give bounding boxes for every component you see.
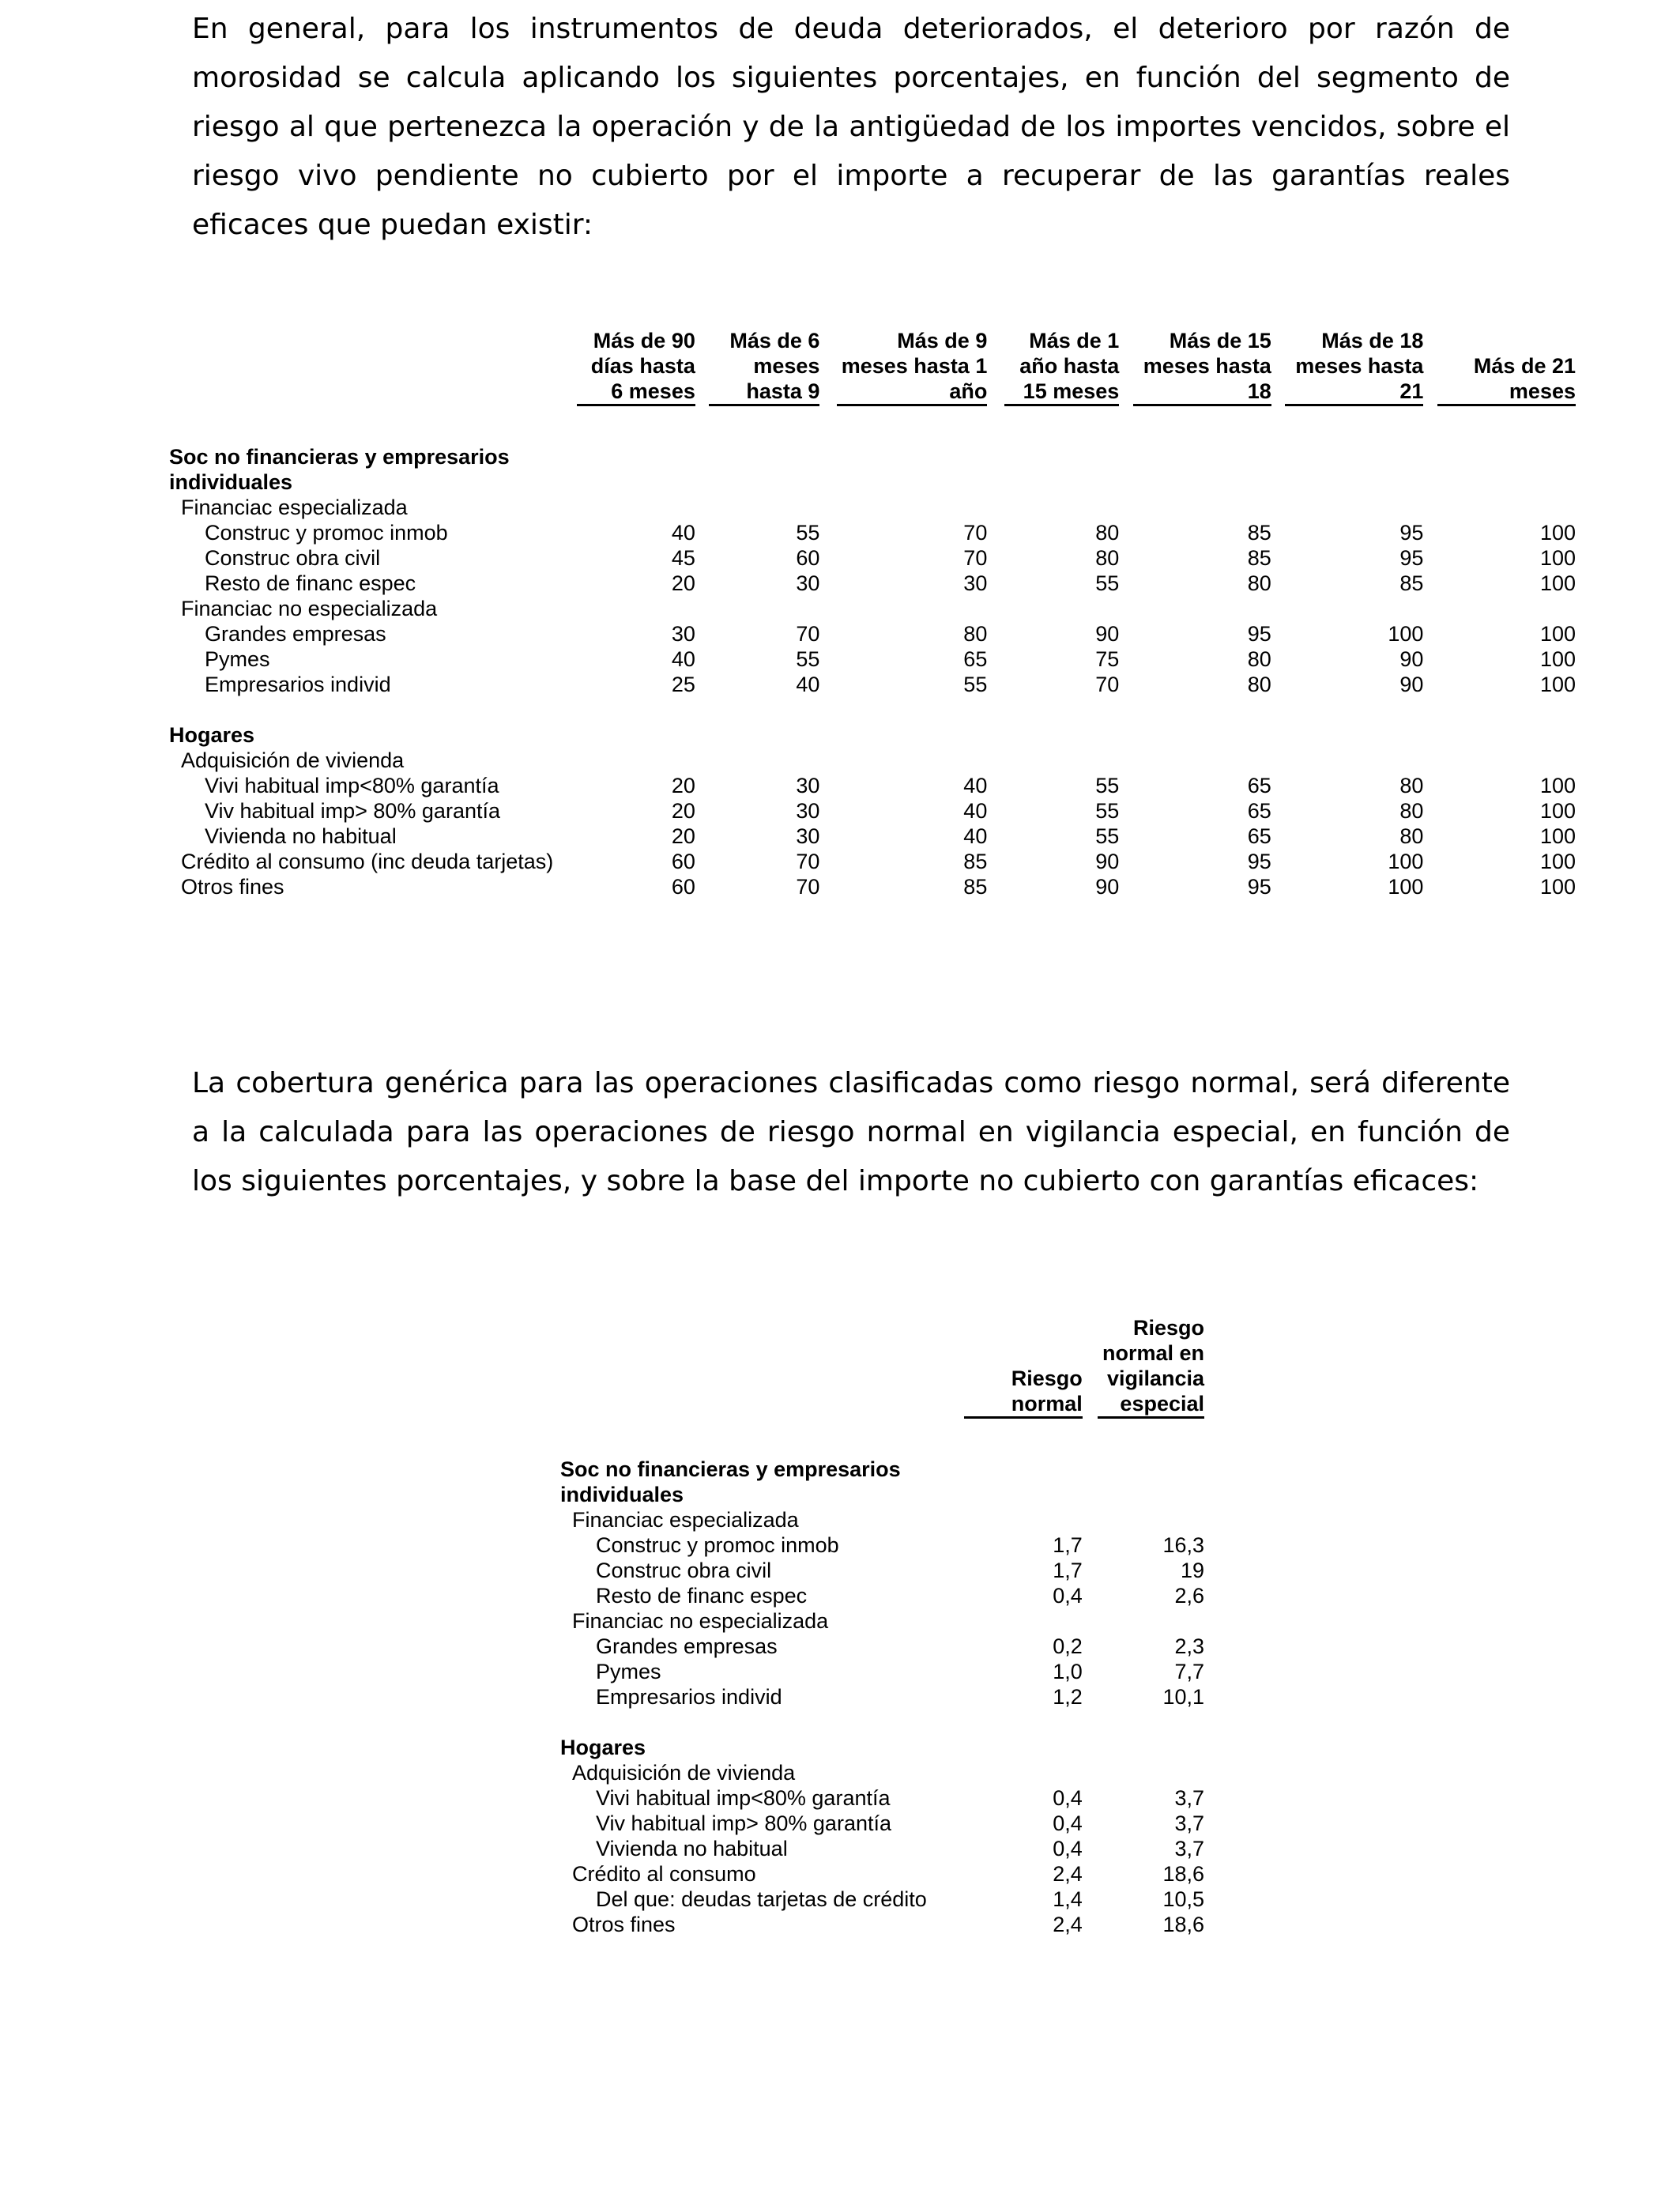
- empty-cell: [1271, 722, 1424, 748]
- value-cell: 80: [1095, 521, 1120, 545]
- row-label: Construc y promoc inmob: [205, 521, 448, 545]
- value-cell: 18,6: [1162, 1913, 1204, 1936]
- value-cell: 90: [1399, 647, 1424, 671]
- column-header: [567, 328, 695, 406]
- column-header-label: Riesgo normal: [964, 1366, 1083, 1419]
- section-title-row: [560, 1457, 1204, 1507]
- value-cell: [1271, 596, 1424, 621]
- value-cell: 40: [671, 521, 695, 545]
- value-cell: 55: [1095, 824, 1120, 848]
- row-label: Vivi habitual imp<80% garantía: [205, 774, 499, 797]
- value-cell: [567, 596, 695, 621]
- value-cell: 65: [1247, 799, 1271, 823]
- value-cell: [964, 1507, 1083, 1532]
- empty-cell: [819, 444, 987, 495]
- value-cell: 100: [1539, 647, 1576, 671]
- table-row: [560, 1608, 1204, 1634]
- value-cell: 20: [671, 799, 695, 823]
- value-cell: 95: [1247, 875, 1271, 899]
- table-row: [560, 1583, 1204, 1608]
- value-cell: 70: [796, 850, 820, 873]
- section-title-row: [169, 444, 1576, 495]
- value-cell: 80: [1399, 824, 1424, 848]
- column-header-label: Más de 18 meses hasta 21: [1285, 328, 1423, 406]
- value-cell: 80: [1399, 799, 1424, 823]
- value-cell: 0,4: [1053, 1584, 1083, 1608]
- value-cell: [1423, 495, 1576, 520]
- value-cell: 65: [1247, 774, 1271, 797]
- empty-cell: [567, 722, 695, 748]
- value-cell: [695, 748, 820, 773]
- value-cell: 100: [1539, 774, 1576, 797]
- empty-cell: [1083, 1457, 1204, 1507]
- value-cell: 80: [963, 622, 988, 646]
- row-label: Empresarios individ: [596, 1685, 782, 1709]
- value-cell: [1423, 748, 1576, 773]
- table-row: [169, 798, 1576, 824]
- value-cell: 30: [796, 571, 820, 595]
- value-cell: 55: [796, 647, 820, 671]
- empty-cell: [1423, 444, 1576, 495]
- value-cell: 85: [1247, 521, 1271, 545]
- value-cell: 70: [1095, 673, 1120, 696]
- intro-paragraph-cobertura: La cobertura genérica para las operaciones clasificadas como riesgo normal, será diferente a la calculada para las operaciones de riesgo normal en vigilancia especial, en función de los siguientes porcentajes, y sobre la base del importe no cubierto con garantías eficaces:: [192, 1067, 1510, 1197]
- column-header-label: Más de 21 meses: [1437, 353, 1576, 406]
- table-row: [560, 1684, 1204, 1710]
- spacer-row: [560, 1419, 1204, 1457]
- row-label: Resto de financ espec: [205, 571, 416, 595]
- value-cell: 20: [671, 824, 695, 848]
- table-row: [560, 1507, 1204, 1532]
- value-cell: 80: [1247, 571, 1271, 595]
- table-row: [169, 874, 1576, 899]
- value-cell: [819, 495, 987, 520]
- empty-cell: [987, 722, 1119, 748]
- value-cell: 3,7: [1174, 1811, 1204, 1835]
- value-cell: [819, 748, 987, 773]
- table-row: [169, 773, 1576, 798]
- row-label: Otros fines: [181, 875, 284, 899]
- table-row: [169, 520, 1576, 545]
- value-cell: 60: [671, 850, 695, 873]
- value-cell: 100: [1539, 673, 1576, 696]
- value-cell: 0,2: [1053, 1634, 1083, 1658]
- section-title: Soc no financieras y empresarios individuales: [560, 1457, 901, 1506]
- row-label: Financiac no especializada: [572, 1609, 829, 1633]
- column-header: [964, 1315, 1083, 1419]
- value-cell: 2,6: [1174, 1584, 1204, 1608]
- row-label: Vivienda no habitual: [205, 824, 397, 848]
- value-cell: 100: [1388, 622, 1424, 646]
- column-header-label: Más de 1 año hasta 15 meses: [1004, 328, 1119, 406]
- empty-cell: [695, 722, 820, 748]
- table-row: [560, 1659, 1204, 1684]
- value-cell: 19: [1180, 1559, 1204, 1582]
- empty-cell: [1083, 1735, 1204, 1760]
- value-cell: 80: [1095, 546, 1120, 570]
- value-cell: 25: [671, 673, 695, 696]
- table-row: [560, 1760, 1204, 1785]
- value-cell: 1,7: [1053, 1559, 1083, 1582]
- value-cell: [1083, 1507, 1204, 1532]
- spacer-row: [169, 697, 1576, 722]
- value-cell: 90: [1095, 622, 1120, 646]
- value-cell: 55: [963, 673, 988, 696]
- table-row: [560, 1811, 1204, 1836]
- value-cell: 95: [1247, 622, 1271, 646]
- row-label: Financiac no especializada: [181, 597, 438, 620]
- value-cell: [987, 596, 1119, 621]
- header-blank-cell: [560, 1315, 964, 1419]
- value-cell: [964, 1608, 1083, 1634]
- row-label: Otros fines: [572, 1913, 676, 1936]
- row-label: Adquisición de vivienda: [572, 1761, 796, 1785]
- empty-cell: [1271, 444, 1424, 495]
- value-cell: 70: [796, 622, 820, 646]
- value-cell: 55: [796, 521, 820, 545]
- value-cell: 90: [1095, 875, 1120, 899]
- value-cell: 1,7: [1053, 1533, 1083, 1557]
- value-cell: 1,0: [1053, 1660, 1083, 1683]
- row-label: Vivienda no habitual: [596, 1837, 788, 1860]
- table-row: [169, 621, 1576, 647]
- intro-paragraph-deterioro: En general, para los instrumentos de deuda deteriorados, el deterioro por razón de morosidad se calcula aplicando los siguientes porcentajes, en función del segmento de riesgo al que pertenezca la operación y de la antigüedad de los importes vencidos, sobre el riesgo vivo pendiente no cubierto por el importe a recuperar de las garantías reales eficaces que puedan existir:: [192, 13, 1510, 241]
- value-cell: [695, 495, 820, 520]
- value-cell: 95: [1399, 546, 1424, 570]
- cobertura-generica-table: [560, 1315, 1204, 1937]
- column-header-label: Riesgo normal en vigilancia especial: [1098, 1315, 1204, 1419]
- value-cell: [567, 495, 695, 520]
- table-row: [169, 596, 1576, 621]
- table-row: [169, 849, 1576, 874]
- section-title: Hogares: [169, 723, 255, 747]
- empty-cell: [567, 444, 695, 495]
- value-cell: 65: [1247, 824, 1271, 848]
- header-blank-cell: [169, 328, 567, 406]
- column-header: [695, 328, 820, 406]
- value-cell: [819, 596, 987, 621]
- table-row: [560, 1887, 1204, 1912]
- value-cell: 70: [796, 875, 820, 899]
- row-label: Empresarios individ: [205, 673, 391, 696]
- value-cell: 85: [963, 875, 988, 899]
- table-row: [560, 1634, 1204, 1659]
- value-cell: 100: [1539, 824, 1576, 848]
- deterioro-percentages-table: [169, 328, 1576, 899]
- spacer-cell: [169, 406, 1576, 444]
- value-cell: [1083, 1608, 1204, 1634]
- empty-cell: [1119, 722, 1271, 748]
- column-header-label: Más de 90 días hasta 6 meses: [577, 328, 695, 406]
- value-cell: 80: [1247, 647, 1271, 671]
- value-cell: 85: [1247, 546, 1271, 570]
- value-cell: 30: [796, 824, 820, 848]
- value-cell: 10,1: [1162, 1685, 1204, 1709]
- table-row: [169, 672, 1576, 697]
- value-cell: 90: [1095, 850, 1120, 873]
- value-cell: 100: [1388, 875, 1424, 899]
- value-cell: [695, 596, 820, 621]
- value-cell: 7,7: [1174, 1660, 1204, 1683]
- value-cell: [1119, 596, 1271, 621]
- value-cell: 16,3: [1162, 1533, 1204, 1557]
- value-cell: 18,6: [1162, 1862, 1204, 1886]
- spacer-cell: [560, 1419, 1204, 1457]
- row-label: Adquisición de vivienda: [181, 748, 405, 772]
- value-cell: 45: [671, 546, 695, 570]
- value-cell: 10,5: [1162, 1887, 1204, 1911]
- row-label: Vivi habitual imp<80% garantía: [596, 1786, 891, 1810]
- value-cell: 55: [1095, 799, 1120, 823]
- value-cell: 60: [796, 546, 820, 570]
- column-header: [1423, 328, 1576, 406]
- table-row: [560, 1785, 1204, 1811]
- value-cell: 30: [671, 622, 695, 646]
- spacer-row: [169, 406, 1576, 444]
- row-label: Financiac especializada: [572, 1508, 799, 1532]
- row-label: Construc obra civil: [205, 546, 381, 570]
- table-row: [560, 1558, 1204, 1583]
- value-cell: 3,7: [1174, 1786, 1204, 1810]
- value-cell: 80: [1247, 673, 1271, 696]
- row-label: Pymes: [596, 1660, 661, 1683]
- empty-cell: [1423, 722, 1576, 748]
- table-row: [169, 495, 1576, 520]
- column-header: [1271, 328, 1424, 406]
- value-cell: 80: [1399, 774, 1424, 797]
- value-cell: 85: [1399, 571, 1424, 595]
- value-cell: 55: [1095, 774, 1120, 797]
- value-cell: 0,4: [1053, 1837, 1083, 1860]
- value-cell: 95: [1247, 850, 1271, 873]
- value-cell: 2,4: [1053, 1862, 1083, 1886]
- row-label: Crédito al consumo: [572, 1862, 756, 1886]
- row-label: Grandes empresas: [596, 1634, 778, 1658]
- section-title-row: [169, 722, 1576, 748]
- spacer-cell: [169, 697, 1576, 722]
- column-header: [819, 328, 987, 406]
- row-label: Resto de financ espec: [596, 1584, 808, 1608]
- empty-cell: [695, 444, 820, 495]
- value-cell: [1423, 596, 1576, 621]
- value-cell: 55: [1095, 571, 1120, 595]
- value-cell: 1,4: [1053, 1887, 1083, 1911]
- spacer-cell: [560, 1710, 1204, 1735]
- column-header: [1119, 328, 1271, 406]
- table-row: [169, 571, 1576, 596]
- value-cell: 40: [796, 673, 820, 696]
- value-cell: 90: [1399, 673, 1424, 696]
- value-cell: 20: [671, 571, 695, 595]
- column-header-label: Más de 15 meses hasta 18: [1133, 328, 1271, 406]
- column-header: [987, 328, 1119, 406]
- section-title-row: [560, 1735, 1204, 1760]
- value-cell: [1119, 748, 1271, 773]
- table-row: [560, 1836, 1204, 1861]
- value-cell: 0,4: [1053, 1811, 1083, 1835]
- empty-cell: [987, 444, 1119, 495]
- column-header-label: Más de 6 meses hasta 9: [709, 328, 819, 406]
- row-label: Crédito al consumo (inc deuda tarjetas): [181, 850, 554, 873]
- value-cell: 30: [963, 571, 988, 595]
- column-header-label: Más de 9 meses hasta 1 año: [837, 328, 987, 406]
- table-row: [169, 647, 1576, 672]
- value-cell: [964, 1760, 1083, 1785]
- value-cell: 3,7: [1174, 1837, 1204, 1860]
- value-cell: [1119, 495, 1271, 520]
- value-cell: 65: [963, 647, 988, 671]
- table-row: [169, 545, 1576, 571]
- value-cell: 100: [1539, 875, 1576, 899]
- row-label: Del que: deudas tarjetas de crédito: [596, 1887, 927, 1911]
- value-cell: 100: [1539, 622, 1576, 646]
- row-label: Pymes: [205, 647, 270, 671]
- value-cell: [1271, 748, 1424, 773]
- table-row: [560, 1861, 1204, 1887]
- value-cell: [1083, 1760, 1204, 1785]
- value-cell: 60: [671, 875, 695, 899]
- value-cell: [567, 748, 695, 773]
- value-cell: 0,4: [1053, 1786, 1083, 1810]
- section-title: Soc no financieras y empresarios individuales: [169, 445, 510, 494]
- empty-cell: [1119, 444, 1271, 495]
- value-cell: 30: [796, 774, 820, 797]
- value-cell: 75: [1095, 647, 1120, 671]
- value-cell: 95: [1399, 521, 1424, 545]
- table-row: [560, 1912, 1204, 1937]
- value-cell: [987, 748, 1119, 773]
- section-title: Hogares: [560, 1736, 646, 1759]
- value-cell: 100: [1388, 850, 1424, 873]
- value-cell: 100: [1539, 571, 1576, 595]
- value-cell: [987, 495, 1119, 520]
- header-row: [169, 328, 1576, 406]
- row-label: Construc obra civil: [596, 1559, 772, 1582]
- value-cell: 40: [963, 774, 988, 797]
- value-cell: 100: [1539, 850, 1576, 873]
- row-label: Viv habitual imp> 80% garantía: [205, 799, 500, 823]
- value-cell: 20: [671, 774, 695, 797]
- row-label: Viv habitual imp> 80% garantía: [596, 1811, 891, 1835]
- value-cell: 40: [671, 647, 695, 671]
- empty-cell: [819, 722, 987, 748]
- value-cell: 70: [963, 546, 988, 570]
- value-cell: 70: [963, 521, 988, 545]
- row-label: Financiac especializada: [181, 496, 408, 519]
- empty-cell: [964, 1457, 1083, 1507]
- value-cell: 2,3: [1174, 1634, 1204, 1658]
- row-label: Construc y promoc inmob: [596, 1533, 839, 1557]
- row-label: Grandes empresas: [205, 622, 386, 646]
- value-cell: 40: [963, 824, 988, 848]
- header-row: [560, 1315, 1204, 1419]
- table-row: [560, 1532, 1204, 1558]
- value-cell: 30: [796, 799, 820, 823]
- column-header: [1083, 1315, 1204, 1419]
- value-cell: 2,4: [1053, 1913, 1083, 1936]
- value-cell: 100: [1539, 521, 1576, 545]
- empty-cell: [964, 1735, 1083, 1760]
- value-cell: 85: [963, 850, 988, 873]
- table-row: [169, 748, 1576, 773]
- value-cell: 1,2: [1053, 1685, 1083, 1709]
- value-cell: 100: [1539, 799, 1576, 823]
- value-cell: [1271, 495, 1424, 520]
- value-cell: 40: [963, 799, 988, 823]
- value-cell: 100: [1539, 546, 1576, 570]
- table-row: [169, 824, 1576, 849]
- spacer-row: [560, 1710, 1204, 1735]
